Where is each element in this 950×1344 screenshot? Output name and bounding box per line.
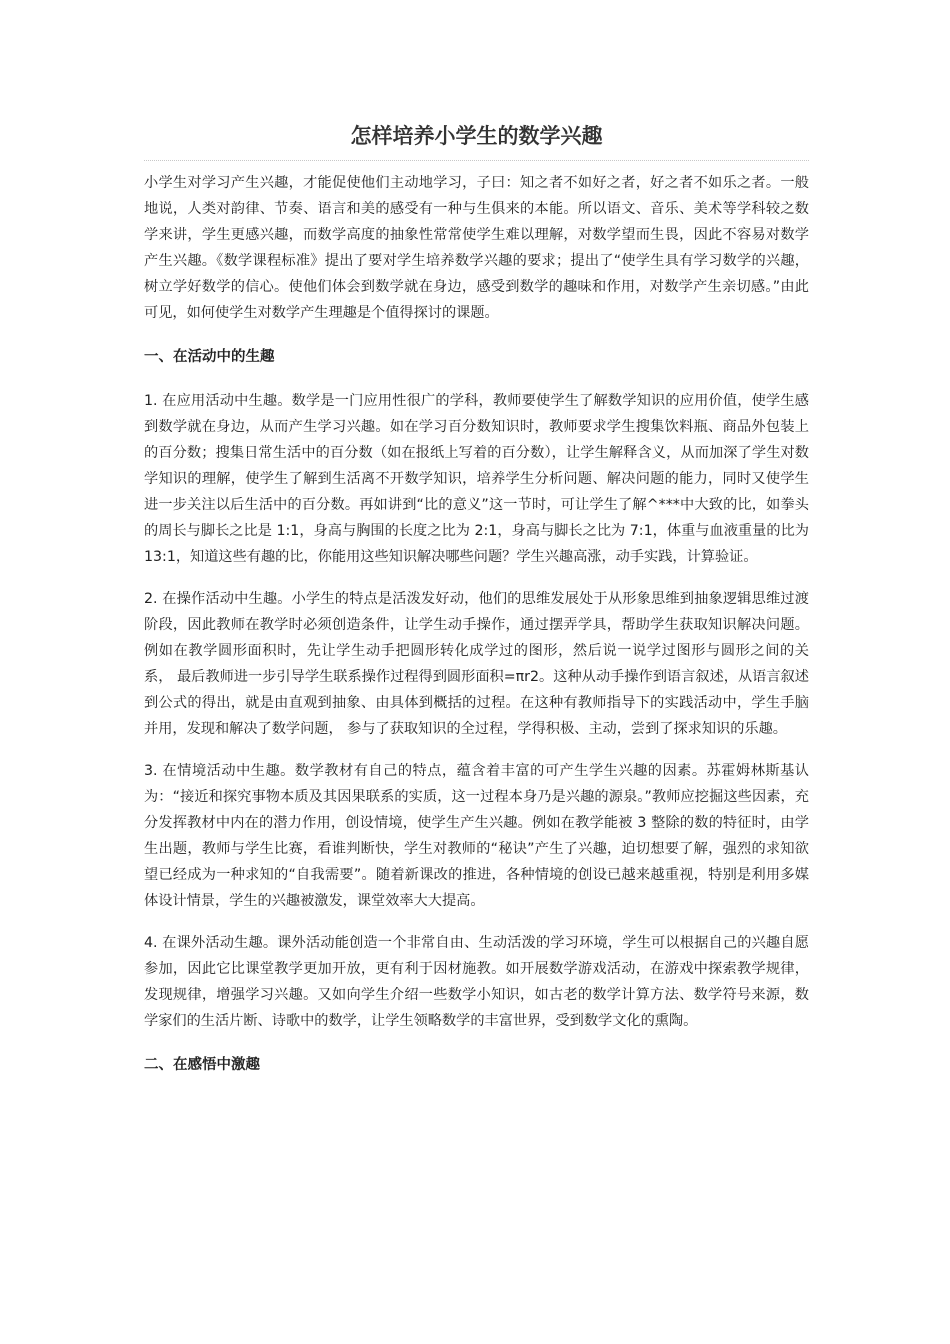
spacer bbox=[144, 1034, 809, 1052]
section1-paragraph-4: 4. 在课外活动生趣。课外活动能创造一个非常自由、生动活泼的学习环境，学生可以根据自己的兴趣自愿参加，因此它比课堂教学更加开放，更有利于因材施教。如开展数学游戏活动，在游戏中探索教学规律，发现规律，增强学习兴趣。又如向学生介绍一些数学小知识，如古老的数学计算方法、数学符号来源，数学家们的生活片断、诗歌中的数学，让学生领略数学的丰富世界，受到数学文化的熏陶。 bbox=[144, 935, 809, 1029]
spacer bbox=[144, 742, 809, 758]
spacer bbox=[144, 370, 809, 388]
section-heading-2: 二、在感悟中激趣 bbox=[144, 1057, 260, 1073]
spacer bbox=[144, 914, 809, 930]
section1-paragraph-2: 2. 在操作活动中生趣。小学生的特点是活泼发好动，他们的思维发展处于从形象思维到抽象逻辑思维过渡阶段，因此教师在教学时必须创造条件，让学生动手操作，通过摆弄学具，帮助学生获取知识解决问题。例如在教学圆形面积时，先让学生动手把圆形转化成学过的图形，然后说一说学过图形与圆形之间的关系， 最后教师进一步引导学生联系操作过程得到圆形面积=πr2。这种从动手操作到语言叙述，从语言叙述到公式的得出，就是由直观到抽象、由具体到概括的过程。在这种有教师指导下的实践活动中，学生手脑并用，发现和解决了数学问题， 参与了获取知识的全过程，学得积极、主动，尝到了探求知识的乐趣。 bbox=[144, 591, 809, 737]
section-heading-1: 一、在活动中的生趣 bbox=[144, 349, 275, 365]
intro-paragraph: 小学生对学习产生兴趣，才能促使他们主动地学习，子曰：知之者不如好之者，好之者不如乐之者。一般地说，人类对韵律、节奏、语言和美的感受有一种与生俱来的本能。所以语文、音乐、美术等学科较之数学来讲，学生更感兴趣，而数学高度的抽象性常常使学生难以理解，对数学望而生畏，因此不容易对数学产生兴趣。《数学课程标准》提出了要对学生培养数学兴趣的要求；提出了“使学生具有学习数学的兴趣，树立学好数学的信心。使他们体会到数学就在身边，感受到数学的趣味和作用，对数学产生亲切感。”由此可见，如何使学生对数学产生理趣是个值得探讨的课题。 bbox=[144, 175, 809, 321]
spacer bbox=[144, 570, 809, 586]
section1-paragraph-3: 3. 在情境活动中生趣。数学教材有自己的特点，蕴含着丰富的可产生学生兴趣的因素。苏霍姆林斯基认为：“接近和探究事物本质及其因果联系的实质，这一过程本身乃是兴趣的源泉。”教师应挖掘这些因素，充分发挥教材中内在的潜力作用，创设情境，使学生产生兴趣。例如在教学能被 3 整除的数的特征时，由学生出题，教师与学生比赛，看谁判断快，学生对教师的“秘诀”产生了兴趣，迫切想要了解，强烈的求知欲望已经成为一种求知的“自我需要”。随着新课改的推进，各种情境的创设已越来越重视，特别是利用多媒体设计情景，学生的兴趣被激发，课堂效率大大提高。 bbox=[144, 763, 809, 909]
section1-paragraph-1: 1. 在应用活动中生趣。数学是一门应用性很广的学科，教师要使学生了解数学知识的应用价值，使学生感到数学就在身边，从而产生学习兴趣。如在学习百分数知识时，教师要求学生搜集饮料瓶、商品外包装上的百分数；搜集日常生活中的百分数（如在报纸上写着的百分数），让学生解释含义，从而加深了学生对数学知识的理解，使学生了解到生活离不开数学知识，培养学生分析问题、解决问题的能力，同时又使学生进一步关注以后生活中的百分数。再如讲到“比的意义”这一节时，可让学生了解^***中大致的比，如拳头的周长与脚长之比是 1:1，身高与胸围的长度之比为 2:1，身高与脚长之比为 7:1，体重与血液重量的比为 13:1，知道这些有趣的比，你能用这些知识解决哪些问题？学生兴趣高涨，动手实践，计算验证。 bbox=[144, 393, 809, 565]
document-title: 怎样培养小学生的数学兴趣 bbox=[144, 118, 809, 161]
document-page bbox=[144, 118, 809, 1078]
spacer bbox=[144, 326, 809, 344]
